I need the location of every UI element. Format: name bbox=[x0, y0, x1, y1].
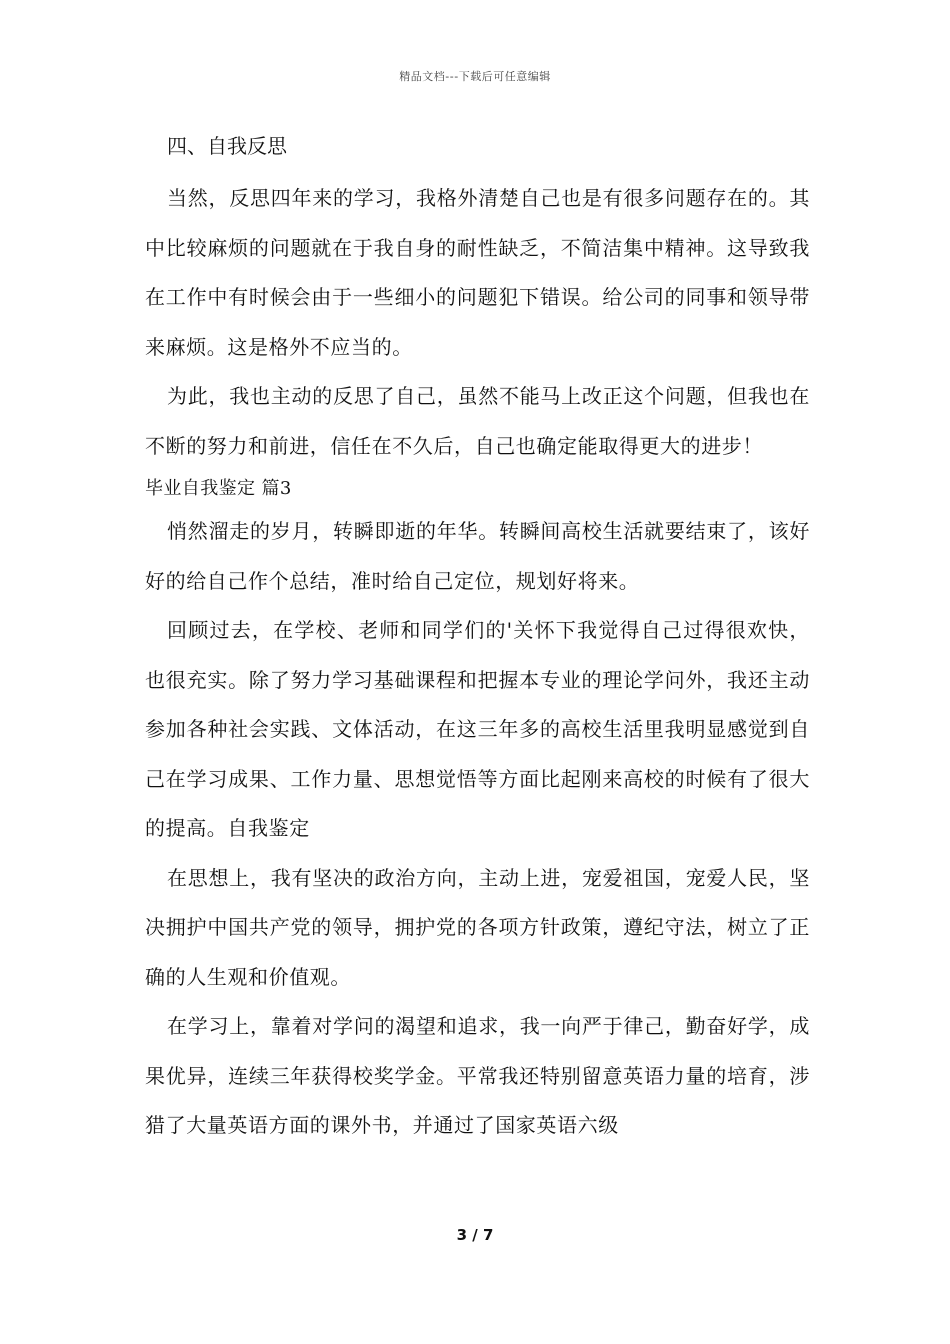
document-body bbox=[145, 128, 810, 1151]
paragraph: 当然，反思四年来的学习，我格外清楚自己也是有很多问题存在的。其中比较麻烦的问题就在于我自身的耐性缺乏，不简洁集中精神。这导致我在工作中有时候会由于一些细小的问题犯下错误。给公司的同事和领导带来麻烦。这是格外不应当的。 bbox=[145, 186, 810, 359]
paragraph: 悄然溜走的岁月，转瞬即逝的年华。转瞬间高校生活就要结束了，该好好的给自己作个总结，准时给自己定位，规划好将来。 bbox=[145, 519, 810, 593]
paragraph: 为此，我也主动的反思了自己，虽然不能马上改正这个问题，但我也在不断的努力和前进，信任在不久后，自己也确定能取得更大的进步！ bbox=[145, 384, 810, 458]
paragraph: 在学习上，靠着对学问的渴望和追求，我一向严于律己，勤奋好学，成果优异，连续三年获得校奖学金。平常我还特别留意英语力量的培育，涉猎了大量英语方面的课外书，并通过了国家英语六级 bbox=[145, 1014, 810, 1137]
paragraph: 在思想上，我有坚决的政治方向，主动上进，宠爱祖国，宠爱人民，坚决拥护中国共产党的领导，拥护党的各项方针政策，遵纪守法，树立了正确的人生观和价值观。 bbox=[145, 865, 810, 989]
paragraph: 回顾过去，在学校、老师和同学们的'关怀下我觉得自己过得很欢快，也很充实。除了努力学习基础课程和把握本专业的理论学问外，我还主动参加各种社会实践、文体活动，在这三年多的高校生活里我明显感觉到自己在学习成果、工作力量、思想觉悟等方面比起刚来高校的时候有了很大的提高。自我鉴定 bbox=[145, 618, 810, 840]
section-heading: 四、自我反思 bbox=[167, 134, 287, 158]
page-number: 3 / 7 bbox=[456, 1226, 494, 1244]
page-header: 精品文档---下载后可任意编辑 bbox=[399, 70, 551, 83]
article-title: 毕业自我鉴定 篇3 bbox=[145, 478, 292, 499]
